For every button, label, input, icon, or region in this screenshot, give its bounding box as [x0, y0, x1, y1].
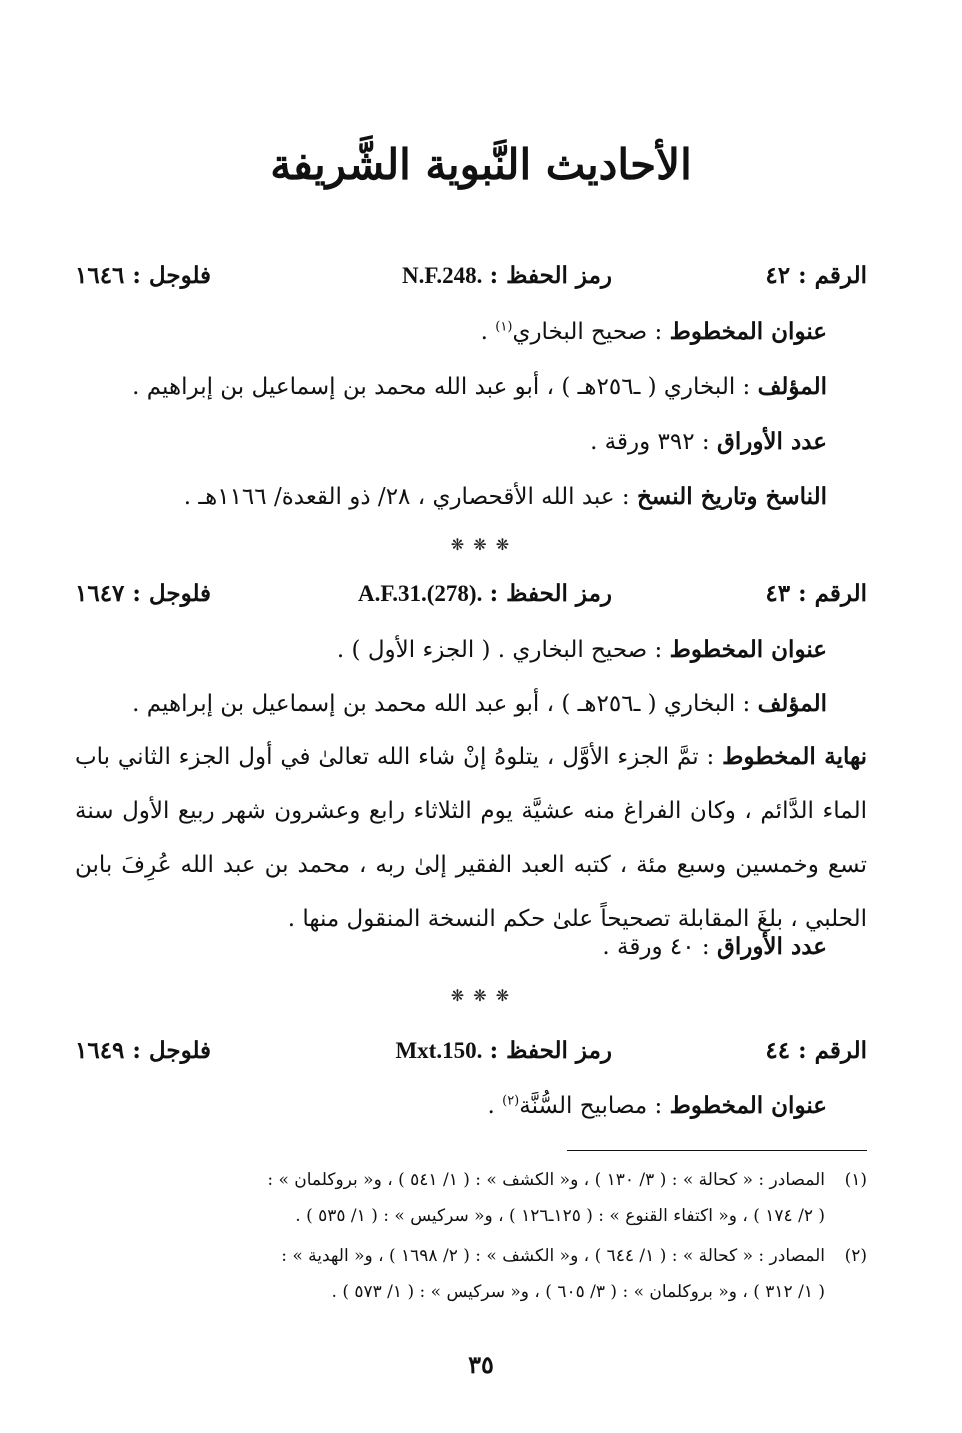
- field-label: الناسخ وتاريخ النسخ: [636, 483, 827, 510]
- field-value: : صحيح البخاري . ( الجزء الأول ) .: [336, 637, 663, 663]
- field-value: : عبد الله الأقحصاري ، ٢٨/ ذو القعدة/ ١١٦٦هـ .: [183, 484, 630, 510]
- footnote-mark: (١): [844, 1170, 867, 1190]
- footnote-text: المصادر : « كحالة » : ( ١/ ٦٤٤ ) ، و« الكشف » : ( ٢/ ١٦٩٨ ) ، و« الهدية » :: [281, 1246, 825, 1266]
- field-value: : البخاري ( ـ٢٥٦هـ ) ، أبو عبد الله محمد بن إسماعيل بن إبراهيم .: [132, 374, 751, 400]
- separator-ornament: ❋ ❋ ❋: [450, 535, 512, 554]
- author-line: [75, 373, 827, 400]
- manuscript-ending-paragraph: [75, 730, 867, 946]
- footnote-text: ( ١/ ٣١٢ ) ، و« بروكلمان » : ( ٣/ ٦٠٥ ) ، و« سركيس » : ( ١/ ٥٧٣ ) .: [331, 1282, 825, 1302]
- footnote-2: [75, 1238, 867, 1310]
- footnote-line: [75, 1198, 867, 1234]
- manuscript-title-line: [75, 1092, 827, 1119]
- manuscript-title-line: [75, 636, 827, 663]
- footnote-ref: (١): [495, 319, 513, 335]
- shelf-code-label: رمز الحفظ :: [489, 580, 612, 607]
- shelf-code: [358, 580, 612, 607]
- field-end: .: [480, 319, 496, 345]
- shelf-code-label: رمز الحفظ :: [489, 1037, 612, 1064]
- shelf-code: [395, 1037, 612, 1064]
- field-label: المؤلف: [757, 690, 827, 717]
- page-title: الأحاديث النَّبوية الشَّريفة: [270, 140, 692, 189]
- shelf-code-value: N.F.248.: [402, 263, 483, 288]
- shelf-code: [402, 262, 612, 289]
- footnote-line: [75, 1274, 867, 1310]
- record-number: الرقم : ٤٣: [765, 580, 867, 607]
- footnote-line: [75, 1162, 867, 1198]
- page-number: ٣٥: [468, 1350, 494, 1379]
- footnote-text: ( ٢/ ١٧٤ ) ، و« اكتفاء القنوع » : ( ١٢٥ـ١٢٦ ) ، و« سركيس » : ( ١/ ٥٣٥ ) .: [295, 1206, 825, 1226]
- field-value: : صحيح البخاري: [512, 319, 663, 345]
- separator-ornament: ❋ ❋ ❋: [450, 986, 512, 1005]
- leaves-line: [75, 933, 827, 960]
- footnote-ref: (٢): [502, 1093, 520, 1109]
- flugel-number: فلوجل : ١٦٤٩: [75, 1037, 212, 1064]
- footnote-mark: (٢): [844, 1246, 867, 1266]
- field-label: عنوان المخطوط: [669, 318, 827, 345]
- field-label: عدد الأوراق: [716, 428, 827, 455]
- copyist-line: [75, 483, 827, 510]
- author-line: [75, 690, 827, 717]
- record-header-44: [75, 1037, 867, 1077]
- field-label: عدد الأوراق: [716, 933, 827, 960]
- record-header-43: [75, 580, 867, 620]
- footnote-line: [75, 1238, 867, 1274]
- manuscript-title-line: [75, 318, 827, 345]
- flugel-number: فلوجل : ١٦٤٧: [75, 580, 212, 607]
- field-label: عنوان المخطوط: [669, 636, 827, 663]
- field-label: نهاية المخطوط: [722, 743, 868, 770]
- field-end: .: [487, 1093, 503, 1119]
- footnote-divider: [567, 1150, 867, 1151]
- field-value: : مصابيح السُّنَّة: [519, 1093, 663, 1119]
- field-value: : ٣٩٢ ورقة .: [590, 429, 710, 455]
- flugel-number: فلوجل : ١٦٤٦: [75, 262, 212, 289]
- footnote-text: المصادر : « كحالة » : ( ٣/ ١٣٠ ) ، و« الكشف » : ( ١/ ٥٤١ ) ، و« بروكلمان » :: [267, 1170, 825, 1190]
- field-value: : تمَّ الجزء الأوَّل ، يتلوهُ إنْ شاء الله تعالىٰ في أول الجزء الثاني باب الماء الدَّائم ، وكان الفراغ منه عشيَّة يوم الثلاثاء رابع وعشرون شهر ربيع الأول سنة تسع وخمسين وسبع مئة ، كتبه العبد الفقير إلىٰ ربه ، محمد بن عبد الله عُرِفَ بابن الحلبي ، بلغَ المقابلة تصحيحاً علىٰ حكم النسخة المنقول منها .: [75, 744, 867, 932]
- field-value: : البخاري ( ـ٢٥٦هـ ) ، أبو عبد الله محمد بن إسماعيل بن إبراهيم .: [132, 691, 751, 717]
- shelf-code-label: رمز الحفظ :: [489, 262, 612, 289]
- leaves-line: [75, 428, 827, 455]
- field-label: عنوان المخطوط: [669, 1092, 827, 1119]
- record-number: الرقم : ٤٤: [765, 1037, 867, 1064]
- shelf-code-value: A.F.31.(278).: [357, 581, 483, 606]
- record-header-42: [75, 262, 867, 302]
- record-number: الرقم : ٤٢: [765, 262, 867, 289]
- field-label: المؤلف: [757, 373, 827, 400]
- shelf-code-value: Mxt.150.: [395, 1038, 483, 1063]
- field-value: : ٤٠ ورقة .: [602, 934, 710, 960]
- footnote-1: [75, 1162, 867, 1234]
